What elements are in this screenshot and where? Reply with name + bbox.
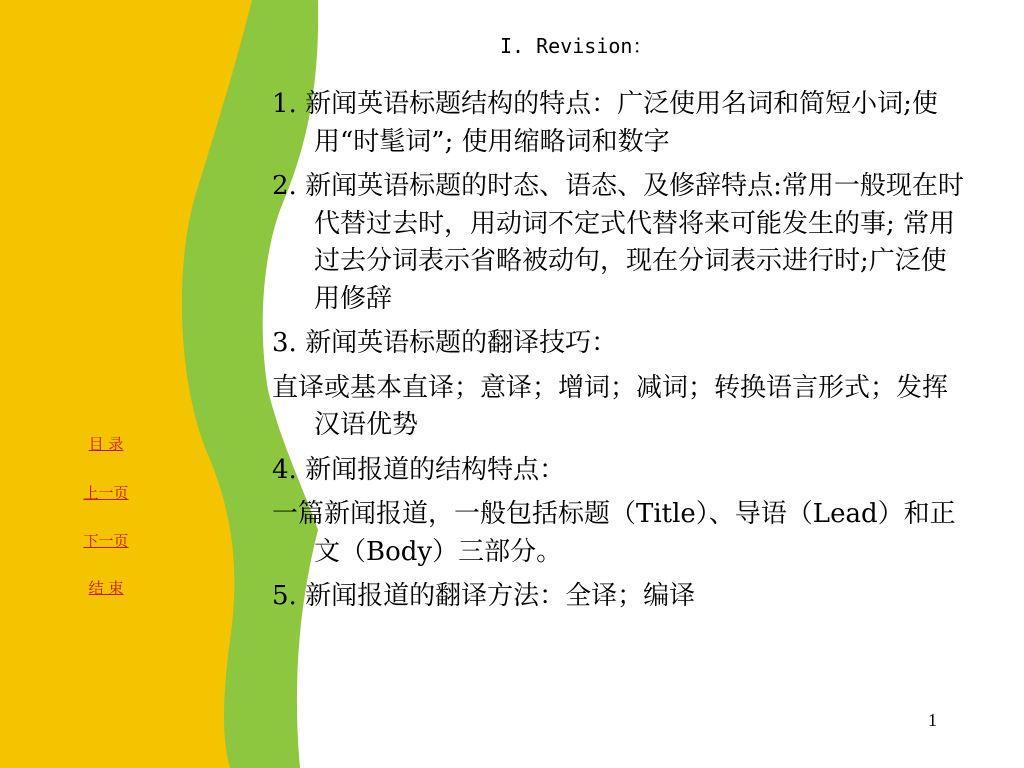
paragraph: 4. 新闻报道的结构特点： bbox=[272, 454, 566, 485]
previous-page-link[interactable]: 上一页 bbox=[83, 484, 129, 502]
paragraph: 5. 新闻报道的翻译方法：全译；编译 bbox=[272, 581, 696, 611]
end-show-link[interactable]: 结 束 bbox=[88, 579, 124, 597]
page-number: 1 bbox=[928, 710, 937, 730]
table-of-contents-link[interactable]: 目 录 bbox=[88, 435, 124, 453]
slide-title: I. Revision： bbox=[500, 34, 653, 58]
paragraph: 一篇新闻报道，一般包括标题（Title）、导语（Lead）和正文（Body）三部分。 bbox=[272, 499, 956, 567]
slide-body bbox=[272, 86, 972, 623]
paragraph: 直译或基本直译；意译；增词；减词；转换语言形式；发挥汉语优势 bbox=[272, 372, 949, 440]
paragraph: 1. 新闻英语标题结构的特点：广泛使用名词和简短小词;使用“时髦词”; 使用缩略词和数字 bbox=[272, 89, 938, 157]
paragraph: 3. 新闻英语标题的翻译技巧： bbox=[272, 328, 618, 358]
paragraph: 2. 新闻英语标题的时态、语态、及修辞特点:常用一般现在时代替过去时，用动词不定式代替将来可能发生的事; 常用过去分词表示省略被动句，现在分词表示进行时;广泛使用修辞 bbox=[272, 171, 964, 314]
next-page-link[interactable]: 下一页 bbox=[83, 532, 129, 550]
